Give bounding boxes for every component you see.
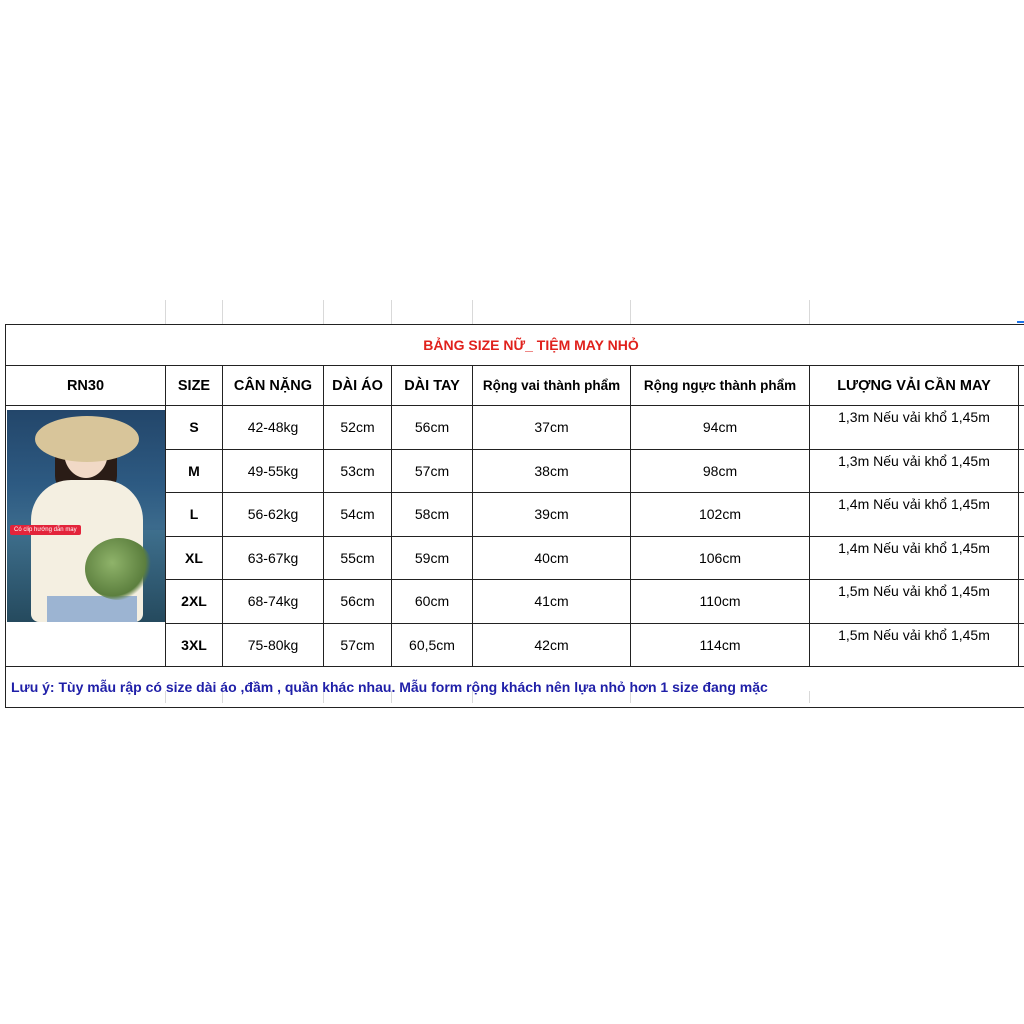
cell-fabric[interactable]: 1,3m Nếu vải khổ 1,45m <box>810 449 1019 493</box>
photo-flowers <box>85 538 153 600</box>
title-row <box>6 325 1024 366</box>
cell-extra[interactable] <box>1019 580 1024 624</box>
cell-chest[interactable]: 98cm <box>631 449 810 493</box>
cell-fabric[interactable]: 1,3m Nếu vải khổ 1,45m <box>810 406 1019 450</box>
table-row <box>6 406 1024 450</box>
cell-shoulder[interactable]: 42cm <box>473 623 631 667</box>
cell-fabric[interactable]: 1,5m Nếu vải khổ 1,45m <box>810 623 1019 667</box>
cell-sleeve[interactable]: 58cm <box>392 493 473 537</box>
header-fabric-needed[interactable]: LƯỢNG VẢI CẦN MAY <box>810 366 1019 406</box>
cell-selection-marker <box>1017 321 1024 323</box>
photo-badge: Có clip hướng dẫn may <box>10 525 81 535</box>
size-chart-table <box>5 324 1024 708</box>
cell-length[interactable]: 55cm <box>324 536 392 580</box>
note-cell[interactable] <box>6 667 1024 708</box>
cell-fabric[interactable]: 1,4m Nếu vải khổ 1,45m <box>810 536 1019 580</box>
cell-extra[interactable] <box>1019 536 1024 580</box>
cell-chest[interactable]: 94cm <box>631 406 810 450</box>
gridline <box>630 300 631 324</box>
gridline <box>323 300 324 324</box>
cell-extra[interactable] <box>1019 493 1024 537</box>
header-shirt-length[interactable]: DÀI ÁO <box>324 366 392 406</box>
cell-length[interactable]: 54cm <box>324 493 392 537</box>
header-row <box>6 366 1024 406</box>
gridline <box>222 300 223 324</box>
header-product-code[interactable]: RN30 <box>6 366 166 406</box>
cell-weight[interactable]: 49-55kg <box>223 449 324 493</box>
cell-fabric[interactable]: 1,5m Nếu vải khổ 1,45m <box>810 580 1019 624</box>
cell-extra[interactable] <box>1019 406 1024 450</box>
header-chest-width[interactable]: Rộng ngực thành phẩm <box>631 366 810 406</box>
cell-shoulder[interactable]: 38cm <box>473 449 631 493</box>
note-text: Lưu ý: Tùy mẫu rập có size dài áo ,đầm , quần khác nhau. Mẫu form rộng khách nên lựa nhỏ hơn 1 size đang mặc <box>11 679 768 695</box>
header-extra[interactable] <box>1019 366 1024 406</box>
cell-shoulder[interactable]: 40cm <box>473 536 631 580</box>
cell-length[interactable]: 57cm <box>324 623 392 667</box>
cell-sleeve[interactable]: 60cm <box>392 580 473 624</box>
cell-sleeve[interactable]: 56cm <box>392 406 473 450</box>
cell-sleeve[interactable]: 60,5cm <box>392 623 473 667</box>
cell-size[interactable]: M <box>166 449 223 493</box>
cell-sleeve[interactable]: 59cm <box>392 536 473 580</box>
cell-weight[interactable]: 42-48kg <box>223 406 324 450</box>
cell-weight[interactable]: 68-74kg <box>223 580 324 624</box>
cell-size[interactable]: XL <box>166 536 223 580</box>
cell-shoulder[interactable]: 41cm <box>473 580 631 624</box>
gridline <box>472 300 473 324</box>
gridline <box>391 300 392 324</box>
gridline <box>165 300 166 324</box>
title-cell[interactable] <box>6 325 1024 366</box>
cell-chest[interactable]: 102cm <box>631 493 810 537</box>
header-sleeve-length[interactable]: DÀI TAY <box>392 366 473 406</box>
cell-chest[interactable]: 110cm <box>631 580 810 624</box>
cell-weight[interactable]: 56-62kg <box>223 493 324 537</box>
cell-sleeve[interactable]: 57cm <box>392 449 473 493</box>
product-photo <box>7 410 165 622</box>
cell-size[interactable]: 3XL <box>166 623 223 667</box>
cell-shoulder[interactable]: 37cm <box>473 406 631 450</box>
header-size[interactable]: SIZE <box>166 366 223 406</box>
cell-weight[interactable]: 63-67kg <box>223 536 324 580</box>
cell-shoulder[interactable]: 39cm <box>473 493 631 537</box>
note-row <box>6 667 1024 708</box>
cell-size[interactable]: S <box>166 406 223 450</box>
photo-cell[interactable] <box>6 406 166 667</box>
photo-skirt <box>47 596 137 622</box>
cell-extra[interactable] <box>1019 623 1024 667</box>
header-weight[interactable]: CÂN NẶNG <box>223 366 324 406</box>
cell-chest[interactable]: 106cm <box>631 536 810 580</box>
header-shoulder-width[interactable]: Rộng vai thành phẩm <box>473 366 631 406</box>
cell-chest[interactable]: 114cm <box>631 623 810 667</box>
cell-size[interactable]: L <box>166 493 223 537</box>
cell-size[interactable]: 2XL <box>166 580 223 624</box>
cell-fabric[interactable]: 1,4m Nếu vải khổ 1,45m <box>810 493 1019 537</box>
table-title: BẢNG SIZE NỮ_ TIỆM MAY NHỎ <box>423 337 639 353</box>
gridline <box>809 300 810 324</box>
cell-length[interactable]: 52cm <box>324 406 392 450</box>
cell-weight[interactable]: 75-80kg <box>223 623 324 667</box>
cell-length[interactable]: 53cm <box>324 449 392 493</box>
cell-extra[interactable] <box>1019 449 1024 493</box>
cell-length[interactable]: 56cm <box>324 580 392 624</box>
photo-hat <box>35 416 139 462</box>
